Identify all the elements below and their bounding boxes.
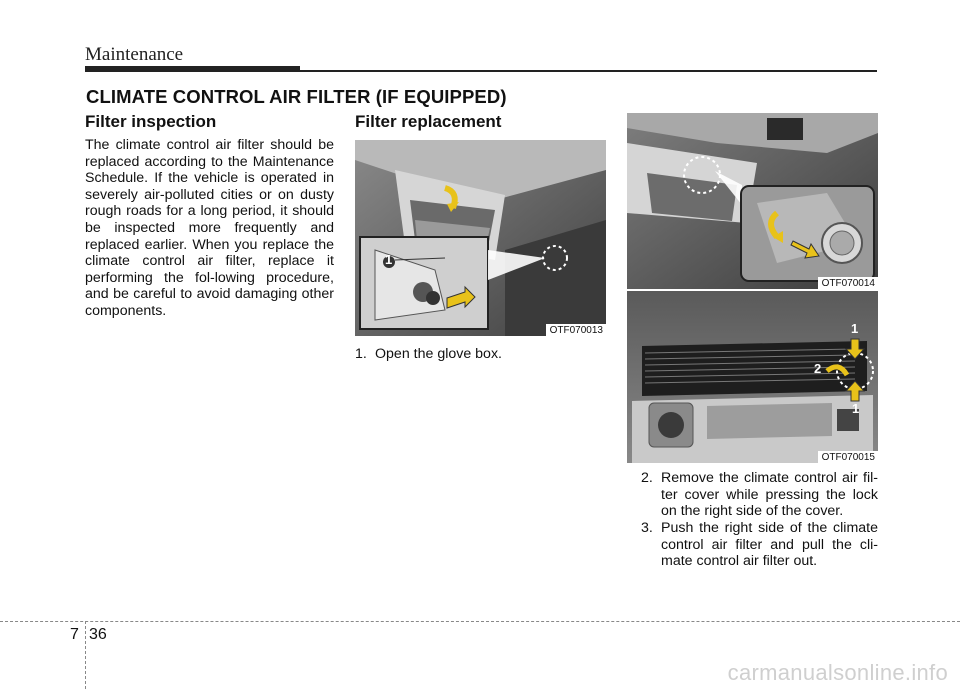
step-number: 2. — [641, 470, 653, 486]
page-number: 36 — [89, 626, 107, 643]
step-2 — [641, 470, 878, 520]
figure-glove-box — [355, 140, 606, 336]
footer-divider — [85, 621, 86, 689]
figure-code: OTF070015 — [818, 451, 878, 463]
figure-filter-removal — [627, 291, 878, 463]
section-title: CLIMATE CONTROL AIR FILTER (IF EQUIPPED) — [86, 86, 507, 107]
figure-filter-cover-lock — [627, 113, 878, 289]
step-number: 3. — [641, 520, 653, 536]
footer-rule — [0, 621, 960, 622]
step-text: Push the right side of the climate control air filter and pull the cli-mate control air filter out. — [661, 520, 878, 570]
callout-1-top: 1 — [851, 321, 859, 336]
filter-inspection-heading: Filter inspection — [85, 112, 217, 131]
callout-1-bottom: 1 — [852, 401, 860, 416]
chapter-number: 7 — [70, 626, 79, 643]
header-rule — [300, 70, 877, 72]
step-text: Remove the climate control air fil-ter cover while pressing the lock on the right side of the cover. — [661, 470, 878, 520]
filter-removal-illustration — [627, 291, 878, 463]
watermark: carmanualsonline.info — [727, 660, 948, 685]
callout-2: 2 — [814, 361, 822, 376]
header-bar — [85, 66, 300, 72]
step-1 — [355, 346, 502, 363]
step-number: 1. — [355, 346, 367, 362]
callout-1: 1 — [385, 252, 393, 267]
figure-code: OTF070013 — [546, 324, 606, 336]
cover-lock-illustration — [627, 113, 878, 289]
step-text: Open the glove box. — [375, 346, 502, 362]
header-title: Maintenance — [85, 44, 184, 65]
step-3 — [641, 520, 878, 570]
filter-inspection-body: The climate control air filter should be replaced according to the Maintenance Schedule. If the vehicle is operated in severely air-polluted cities or on dusty rough roads for a long period, it should be inspected more frequently and replaced earlier. When you replace the climate control air filter, replace it performing the fol-lowing procedure, and be careful to avoid damaging other components. — [85, 137, 334, 319]
glove-box-illustration — [355, 140, 606, 336]
filter-replacement-heading: Filter replacement — [355, 112, 502, 131]
figure-code: OTF070014 — [818, 277, 878, 289]
